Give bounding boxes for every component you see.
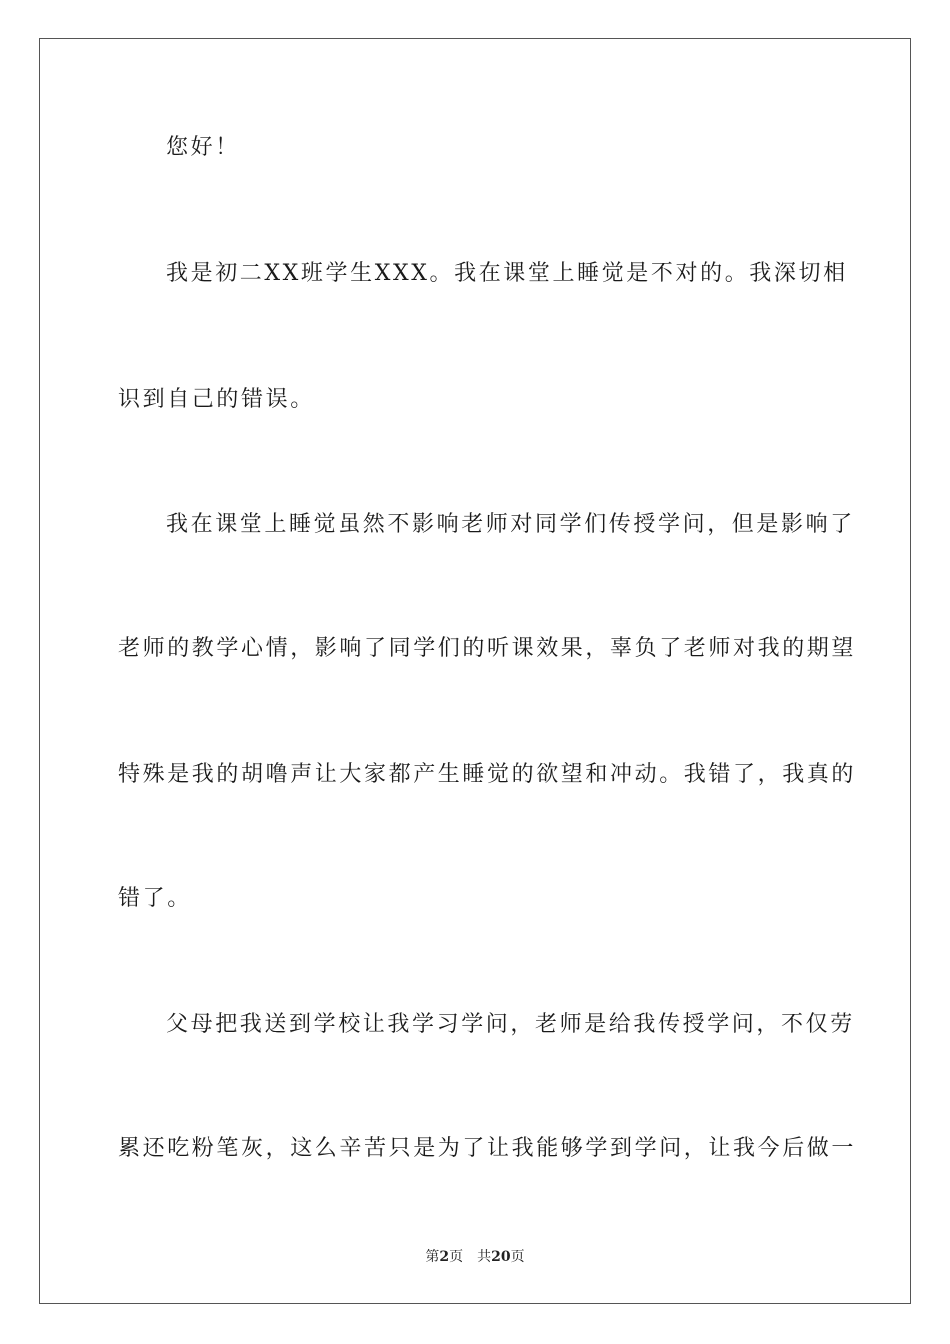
paragraph-1-line-1: 我是初二XX班学生XXX。我在课堂上睡觉是不对的。我深切相 (166, 261, 848, 286)
page-footer (0, 1247, 950, 1267)
page-prefix: 第 (425, 1249, 440, 1265)
paragraph-2-line-2: 老师的教学心情，影响了同学们的听课效果，辜负了老师对我的期望 (118, 636, 857, 661)
paragraph-1-line-2: 识到自己的错误。 (118, 387, 315, 412)
paragraph-2-line-1: 我在课堂上睡觉虽然不影响老师对同学们传授学问，但是影响了 (166, 512, 855, 537)
page-suffix: 页 (449, 1249, 464, 1265)
page-total: 20 (491, 1249, 511, 1265)
paragraph-2-line-4: 错了。 (118, 886, 192, 911)
paragraph-3-line-1: 父母把我送到学校让我学习学问，老师是给我传授学问，不仅劳 (166, 1012, 855, 1037)
total-prefix: 共 (477, 1249, 492, 1265)
total-suffix: 页 (510, 1249, 525, 1265)
paragraph-2-line-3: 特殊是我的胡噜声让大家都产生睡觉的欲望和冲动。我错了，我真的 (118, 762, 857, 787)
paragraph-3-line-2: 累还吃粉笔灰，这么辛苦只是为了让我能够学到学问，让我今后做一 (118, 1136, 857, 1161)
page-border (39, 38, 911, 1304)
page-current: 2 (439, 1249, 450, 1265)
salutation: 您好！ (166, 135, 240, 160)
